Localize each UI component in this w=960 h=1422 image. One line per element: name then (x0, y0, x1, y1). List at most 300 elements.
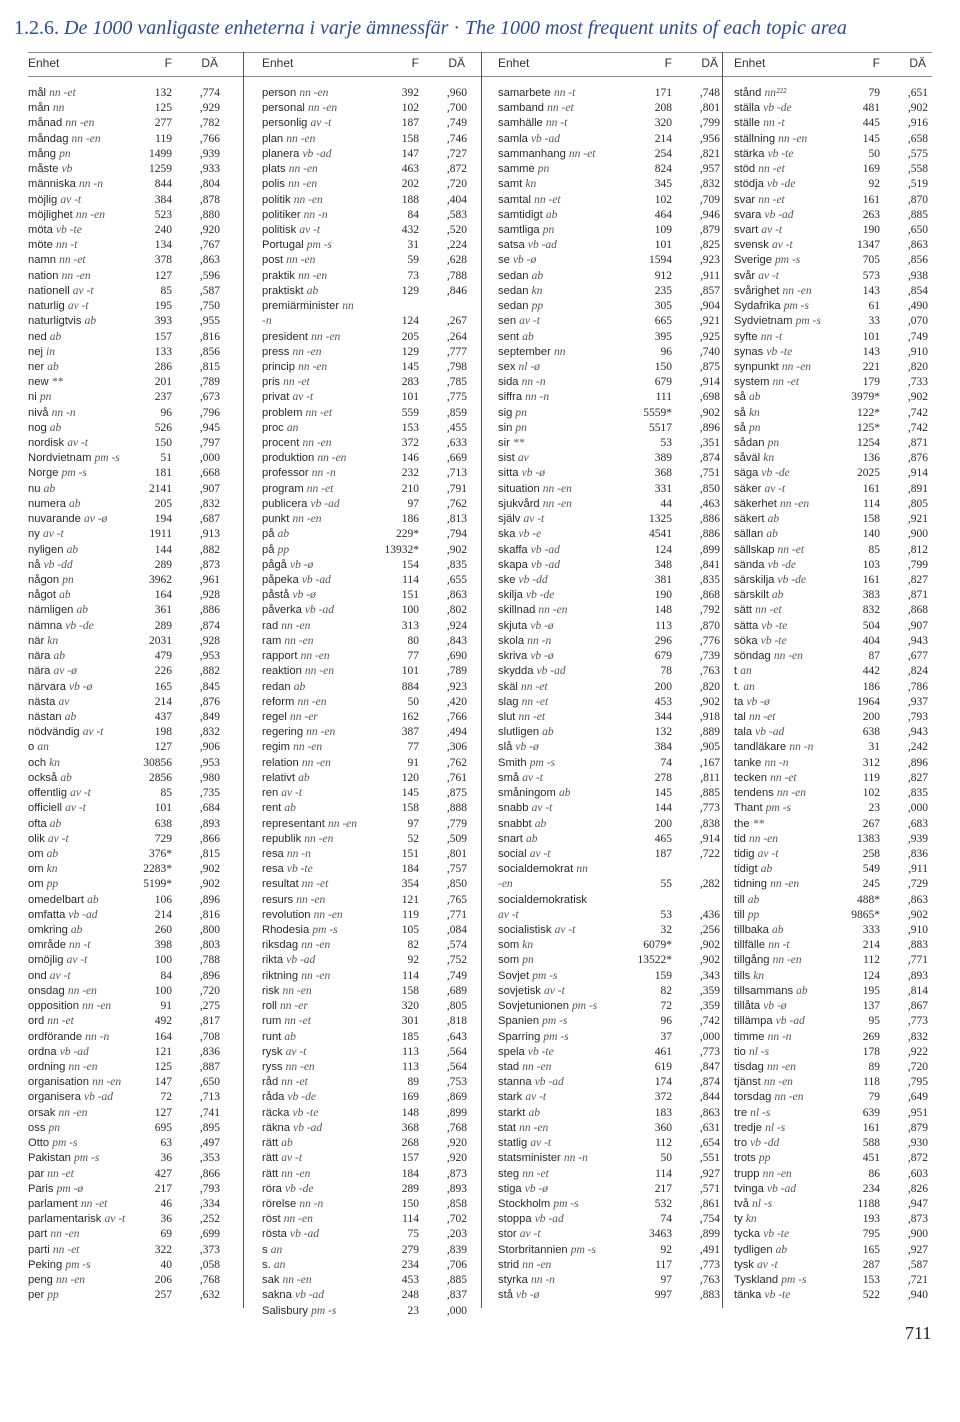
dispersion-cell: ,832 (199, 726, 220, 739)
word-class-text: nn -en (288, 163, 318, 176)
dispersion-cell: ,861 (699, 1197, 720, 1210)
word-class-text: nn -en (67, 984, 97, 997)
word-text: officiell (28, 802, 62, 815)
dispersion-cell: ,788 (446, 269, 467, 282)
word-class-text: ab (545, 208, 558, 221)
word-text: ni (28, 391, 37, 404)
word-text: oss (28, 1121, 46, 1134)
unit-cell (498, 634, 551, 649)
frequency-cell: 383 (862, 589, 880, 602)
frequency-cell: 844 (154, 178, 172, 191)
word-class-text: ab (293, 680, 306, 693)
unit-cell (262, 527, 289, 542)
table-row (262, 1273, 471, 1288)
word-class-text: vb -te (764, 1289, 791, 1302)
frequency-cell: 289 (401, 1182, 419, 1195)
unit-cell (262, 375, 310, 390)
frequency-cell: 2283* (143, 863, 172, 876)
dispersion-cell: ,922 (907, 1045, 928, 1058)
word-class-text: pm -s (529, 756, 555, 769)
unit-cell (28, 543, 78, 558)
table-row (734, 360, 932, 375)
word-class-text: nn -en (301, 969, 331, 982)
word-text: tal (734, 710, 746, 723)
dispersion-cell: ,873 (199, 558, 220, 571)
word-class-text: av (517, 452, 529, 465)
word-class-text: ab (49, 817, 62, 830)
table-row (262, 482, 471, 497)
dispersion-cell: ,785 (446, 376, 467, 389)
dispersion-cell: ,436 (699, 908, 720, 921)
word-text: Paris (28, 1182, 54, 1195)
frequency-cell: 445 (862, 117, 880, 130)
table-row (262, 116, 471, 131)
word-text: riktning (262, 969, 299, 982)
table-row (262, 390, 471, 405)
word-text: ske (498, 574, 516, 586)
word-class-text: av -t (281, 787, 303, 800)
word-text: september (498, 345, 551, 358)
frequency-cell: 117 (655, 1258, 672, 1271)
frequency-cell: 269 (862, 1030, 880, 1043)
frequency-cell: 85 (160, 284, 172, 297)
dispersion-cell: ,832 (199, 497, 220, 510)
frequency-cell: 2025 (857, 467, 880, 480)
frequency-cell: 461 (654, 1045, 672, 1058)
unit-cell (734, 299, 809, 314)
frequency-cell: 393 (154, 315, 172, 328)
unit-cell (262, 360, 327, 375)
word-class-text: nn -en (538, 604, 568, 617)
unit-cell (734, 832, 778, 847)
frequency-cell: 1911 (149, 528, 172, 541)
word-class-text: pm -s (312, 924, 338, 937)
dispersion-cell: ,902 (907, 908, 928, 921)
table-row (498, 1151, 724, 1166)
frequency-cell: 437 (154, 710, 172, 723)
word-class-text: av -t (525, 1091, 547, 1104)
unit-cell (498, 1014, 567, 1029)
word-text: punkt (262, 513, 290, 526)
word-class-text: kn (745, 1213, 757, 1226)
word-class-text: vb -te (292, 1106, 319, 1119)
unit-cell (262, 421, 298, 436)
table-row (734, 1106, 932, 1121)
table-row (262, 132, 471, 147)
word-class-text: av -t (60, 193, 82, 206)
table-row (28, 101, 224, 116)
dispersion-cell: ,519 (907, 178, 928, 191)
word-class-text: pn (62, 574, 74, 586)
frequency-cell: 158 (401, 132, 419, 145)
dispersion-cell: ,650 (199, 1076, 220, 1089)
word-class-text: nn (342, 300, 354, 313)
table-row (734, 664, 932, 679)
unit-cell (498, 1136, 551, 1151)
frequency-cell: 30856 (143, 756, 172, 769)
dispersion-cell: ,583 (446, 208, 467, 221)
frequency-cell: 37 (660, 1030, 672, 1043)
unit-cell (28, 1045, 89, 1060)
word-class-text: nn -et (755, 604, 782, 617)
table-row (734, 877, 932, 892)
unit-cell (498, 1106, 540, 1121)
dispersion-cell: ,574 (446, 939, 467, 952)
dispersion-cell: ,509 (446, 832, 467, 845)
word-class-text: nn -n (286, 847, 311, 860)
dispersion-cell: ,788 (199, 954, 220, 967)
dispersion-cell: ,827 (907, 574, 928, 586)
dispersion-cell: ,564 (446, 1061, 467, 1073)
word-class-text: nn -et (52, 1243, 80, 1256)
frequency-cell: 46 (160, 1197, 172, 1210)
table-row (734, 375, 932, 390)
table-block-2 (262, 48, 471, 1317)
unit-cell (498, 588, 554, 603)
dispersion-cell: ,938 (907, 269, 928, 282)
table-row (498, 345, 724, 360)
unit-cell (498, 619, 554, 634)
word-text: resultat (262, 878, 299, 891)
word-text: något (28, 589, 56, 602)
unit-cell (262, 817, 357, 832)
word-text: politik (262, 193, 291, 206)
dispersion-cell: ,751 (699, 467, 720, 480)
unit-cell (734, 1212, 757, 1227)
unit-cell (498, 1121, 548, 1136)
dispersion-cell: ,746 (446, 132, 467, 145)
frequency-cell: 102 (654, 193, 672, 206)
unit-cell (498, 406, 527, 421)
unit-cell (498, 86, 575, 101)
word-class-text: nn -et (770, 771, 797, 784)
unit-cell (262, 893, 325, 908)
dispersion-cell: ,902 (699, 939, 720, 952)
word-text: tidning (734, 878, 767, 891)
unit-cell (262, 1030, 296, 1045)
word-class-text: nn -et (772, 376, 800, 389)
dispersion-cell: ,628 (446, 254, 467, 267)
word-class-text: vb (61, 163, 73, 176)
frequency-cell: 260 (154, 924, 172, 937)
unit-cell (262, 299, 354, 314)
table-row (28, 1106, 224, 1121)
dispersion-cell: ,955 (199, 315, 220, 328)
frequency-cell: 705 (862, 254, 880, 267)
frequency-cell: 171 (654, 87, 672, 99)
block-header (734, 56, 932, 72)
table-row (262, 375, 471, 390)
word-class-text: nn -n (303, 208, 328, 221)
word-text: par (28, 1167, 45, 1180)
word-text: omkring (28, 924, 68, 937)
word-text: sig (498, 406, 513, 419)
table-row (498, 421, 724, 436)
word-class-text: nn -en (306, 726, 336, 739)
unit-cell (262, 451, 346, 466)
word-class-text: vb -de (777, 574, 806, 586)
word-class-text: nn -en (782, 284, 812, 297)
word-class-text: vb -dd (750, 1137, 780, 1150)
unit-cell (498, 101, 574, 116)
word-class-text: pn (515, 406, 527, 419)
word-text: tio (734, 1045, 746, 1058)
dispersion-cell: ,359 (699, 984, 720, 997)
dispersion-cell: ,632 (199, 1289, 220, 1302)
table-row (28, 862, 224, 877)
frequency-cell: 208 (654, 102, 672, 115)
frequency-cell: 85 (868, 543, 880, 556)
dispersion-cell: ,946 (699, 208, 720, 221)
word-text: sex (498, 360, 516, 373)
word-class-text: vb -ad (304, 604, 334, 617)
dispersion-cell: ,818 (446, 1015, 467, 1028)
word-class-text: nn -en (776, 787, 806, 800)
table-row (28, 1258, 224, 1273)
word-class-text: nn -en (763, 1076, 793, 1089)
frequency-cell: 492 (154, 1015, 172, 1028)
word-text: nationell (28, 284, 70, 297)
dispersion-cell: ,878 (199, 193, 220, 206)
unit-cell (734, 330, 782, 345)
frequency-cell: 5517 (649, 421, 672, 434)
dispersion-cell: ,167 (699, 756, 720, 769)
word-text: socialdemokratisk (498, 893, 587, 906)
unit-cell (262, 1212, 313, 1227)
frequency-cell: 245 (862, 878, 880, 891)
word-class-text: an (286, 421, 299, 434)
unit-cell (262, 208, 328, 223)
unit-cell (734, 421, 760, 436)
frequency-cell: 145 (401, 787, 419, 800)
frequency-cell: 559 (401, 406, 419, 419)
table-row (734, 953, 932, 968)
dispersion-cell: ,882 (199, 665, 220, 678)
word-class-text: vb -ad (534, 1076, 564, 1089)
table-row (734, 527, 932, 542)
word-class-text: -n (262, 315, 272, 328)
word-class-text: nn -en (304, 832, 334, 845)
word-text: råda (262, 1091, 285, 1104)
unit-cell (734, 756, 788, 771)
table-row (498, 238, 724, 253)
word-text: måste (28, 163, 59, 176)
word-text: så (734, 421, 746, 434)
frequency-cell: 74 (660, 756, 672, 769)
frequency-cell: 376* (149, 847, 172, 860)
frequency-cell: 9865* (851, 908, 880, 921)
word-class-text: nn -en (298, 269, 328, 282)
dispersion-cell: ,575 (907, 147, 928, 160)
word-class-text: vb -ad (289, 1228, 320, 1241)
table-row (498, 649, 724, 664)
word-text: stanna (498, 1076, 532, 1089)
unit-cell (28, 436, 88, 451)
word-text: social (498, 847, 527, 860)
dispersion-cell: ,306 (446, 741, 467, 754)
table-row (28, 527, 224, 542)
frequency-cell: 13522* (637, 954, 672, 967)
word-text: socialdemokrat (498, 863, 574, 876)
dispersion-cell: ,805 (907, 497, 928, 510)
dispersion-cell: ,795 (907, 1076, 928, 1089)
table-row (498, 223, 724, 238)
word-text: Salisbury (262, 1304, 309, 1317)
unit-cell (734, 558, 796, 573)
word-class-text: nn -en (542, 497, 572, 510)
unit-cell (28, 908, 97, 923)
unit-cell (262, 1151, 302, 1166)
word-text: peng (28, 1274, 53, 1287)
frequency-cell: 159 (654, 969, 672, 982)
word-text: någon (28, 574, 60, 586)
table-row (28, 238, 224, 253)
frequency-cell: 114 (402, 574, 419, 586)
unit-cell (498, 832, 537, 847)
frequency-cell: 144 (154, 543, 172, 556)
dispersion-cell: ,895 (199, 1121, 220, 1134)
table-row (498, 406, 724, 421)
unit-cell (498, 193, 561, 208)
word-text: rösta (262, 1228, 287, 1241)
table-row (498, 177, 724, 192)
word-text: offentlig (28, 787, 67, 800)
frequency-cell: 63 (160, 1137, 172, 1150)
word-class-text: av -t (771, 239, 793, 252)
unit-cell (28, 1273, 85, 1288)
word-class-text: nn -en (778, 132, 808, 145)
unit-cell (498, 710, 545, 725)
dispersion-cell: ,821 (699, 147, 720, 160)
frequency-cell: 354 (401, 878, 419, 891)
table-row (734, 299, 932, 314)
dispersion-cell: ,893 (199, 817, 220, 830)
table-row (262, 527, 471, 542)
frequency-cell: 320 (401, 1000, 419, 1013)
dispersion-cell: ,353 (199, 1152, 220, 1165)
word-text: Peking (28, 1258, 63, 1271)
frequency-cell: 50 (868, 147, 880, 160)
word-text: särskilja (734, 574, 775, 586)
dispersion-cell: ,699 (199, 1228, 220, 1241)
frequency-cell: 395 (654, 330, 672, 343)
frequency-cell: 361 (154, 604, 172, 617)
unit-cell (28, 1182, 83, 1197)
word-class-text: ab (49, 330, 62, 343)
dispersion-cell: ,863 (199, 254, 220, 267)
frequency-cell: 113 (402, 1045, 419, 1058)
frequency-cell: 174 (654, 1076, 672, 1089)
dispersion-cell: ,700 (446, 102, 467, 115)
dispersion-cell: ,455 (446, 421, 467, 434)
unit-cell (28, 223, 82, 238)
frequency-cell: 133 (154, 345, 172, 358)
word-class-text: an (273, 1258, 286, 1271)
table-row (734, 1288, 932, 1303)
dispersion-cell: ,904 (699, 300, 720, 313)
word-class-text: av -t (523, 513, 545, 526)
dispersion-cell: ,961 (199, 574, 220, 586)
word-text: stärka (734, 147, 765, 160)
frequency-cell: 137 (862, 1000, 880, 1013)
dispersion-cell: ,252 (199, 1213, 220, 1226)
word-text: rikta (262, 954, 284, 967)
word-text: som (498, 939, 520, 952)
dispersion-cell: ,866 (199, 1167, 220, 1180)
dispersion-cell: ,789 (446, 665, 467, 678)
word-class-text: ab (767, 513, 780, 526)
dispersion-cell: ,651 (907, 87, 928, 99)
table-row (498, 1121, 724, 1136)
table-row (28, 360, 224, 375)
frequency-cell: 619 (654, 1061, 672, 1073)
unit-cell (28, 725, 104, 740)
table-row (734, 817, 932, 832)
word-class-text: av -t (529, 847, 551, 860)
table-row (262, 330, 471, 345)
table-row (262, 923, 471, 938)
unit-cell (734, 664, 752, 679)
word-class-text: vb -de (761, 467, 790, 480)
dispersion-cell: ,763 (699, 665, 720, 678)
word-text: sin (498, 421, 513, 434)
word-class-text: av (58, 695, 70, 708)
word-class-text: nn -en (308, 102, 338, 115)
unit-cell (262, 466, 336, 481)
unit-cell (28, 1243, 79, 1258)
frequency-cell: 95 (868, 1015, 880, 1028)
table-row (734, 193, 932, 208)
word-text: sovjetisk (498, 984, 541, 997)
word-class-text: pn (515, 421, 527, 434)
word-text: möjlighet (28, 208, 73, 221)
word-class-text: ab (766, 528, 778, 541)
table-row (734, 1167, 932, 1182)
frequency-cell: 118 (863, 1076, 880, 1089)
word-text: stödja (734, 178, 764, 191)
word-text: nej (28, 345, 43, 358)
unit-cell (262, 436, 332, 451)
frequency-cell: 200 (654, 680, 672, 693)
word-text: skilja (498, 589, 523, 602)
frequency-cell: 84 (407, 208, 419, 221)
unit-cell (498, 1273, 555, 1288)
table-row (734, 862, 932, 877)
unit-cell (262, 1090, 316, 1105)
table-row (498, 664, 724, 679)
word-text: orsak (28, 1106, 56, 1119)
word-text: om (28, 847, 44, 860)
unit-cell (734, 1197, 772, 1212)
word-class-text: pm -s (570, 1243, 597, 1256)
table-row (734, 786, 932, 801)
word-text: samme (498, 163, 535, 176)
word-text: tid (734, 832, 746, 845)
word-class-text: nn -et (305, 406, 333, 419)
table-row (498, 86, 724, 101)
unit-cell (498, 801, 552, 816)
frequency-cell: 186 (862, 680, 880, 693)
word-text: sända (734, 558, 765, 571)
unit-cell (498, 314, 540, 329)
table-row (734, 1182, 932, 1197)
table-row (734, 725, 932, 740)
dispersion-cell: ,943 (907, 634, 928, 647)
unit-cell (28, 1136, 78, 1151)
word-text: möte (28, 239, 53, 252)
word-text: sätta (734, 619, 759, 632)
word-class-text: av -t (519, 1228, 541, 1241)
